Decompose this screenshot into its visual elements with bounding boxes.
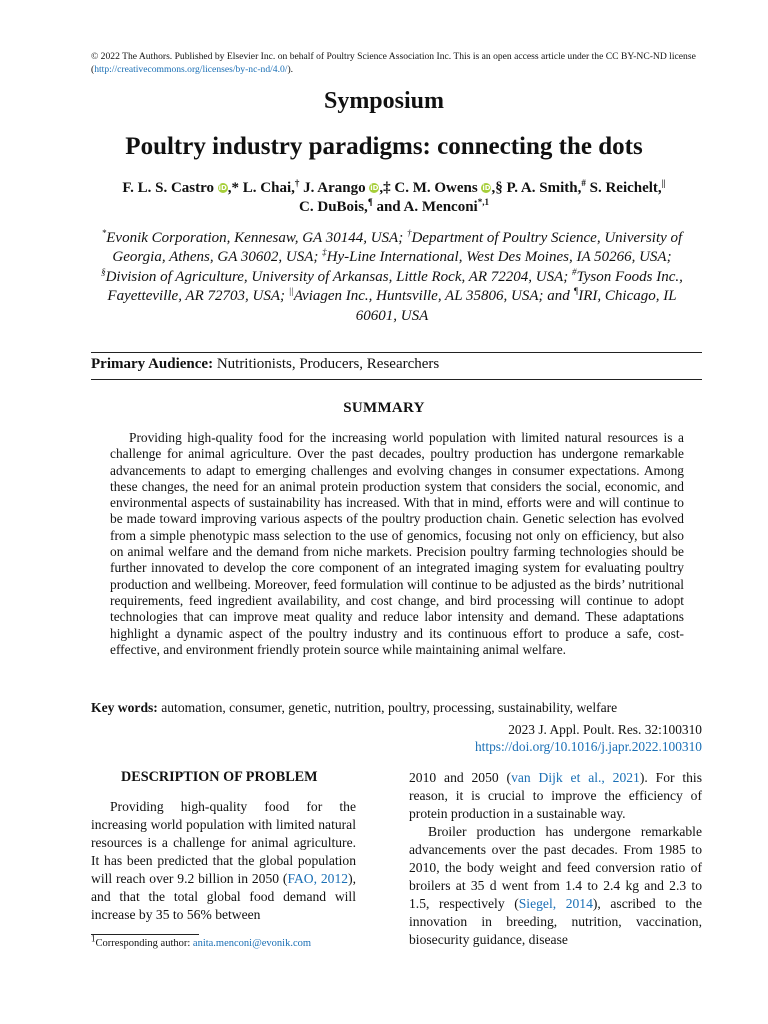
keywords: Key words: automation, consumer, genetic, nutrition, poultry, processing, sustainability, welfare [91, 700, 618, 715]
footnote: 1Corresponding author: anita.menconi@evonik.com [91, 933, 312, 949]
journal-reference: 2023 J. Appl. Poult. Res. 32:100310 [508, 722, 702, 737]
section-heading: DESCRIPTION OF PROBLEM [121, 769, 318, 785]
summary-heading: SUMMARY [343, 400, 425, 416]
orcid-icon[interactable]: iD [370, 184, 379, 192]
author: and A. Menconi [376, 199, 478, 215]
author-list: F. L. S. Castro iD,* L. Chai,† J. Arango iD,‡ C. M. Owens iD,§ P. A. Smith,# S. Reichelt,|| C. DuBois,¶ and A. Menconi$^{*,1}$ [122, 178, 666, 215]
author: L. Chai, [242, 180, 295, 196]
reference-link[interactable]: Siegel, 2014 [518, 896, 593, 911]
article-title: Poultry industry paradigms: connecting the dots [125, 133, 643, 160]
affiliations: *Evonik Corporation, Kennesaw, GA 30144, USA; †Department of Poultry Science, University of Georgia, Athens, GA 30602, USA; ‡Hy-Line International, West Des Moines, IA 50266, USA; §Division of Agriculture, University of Arkansas, Little Rock, AR 72204, USA; #Tyson Foods Inc., Fayetteville, AR 72703, USA; ||Aviagen Inc., Huntsville, AL 35806, USA; and ¶IRI, Chicago, IL 60601, USA [101, 228, 683, 324]
author: C. M. Owens [394, 180, 478, 196]
copyright-notice: © 2022 The Authors. Published by Elsevier Inc. on behalf of Poultry Science Association Inc. This is an open access article under the CC BY-NC-ND license (http://creativecommons.org/licenses/by-nc-nd/4.0/). [91, 51, 696, 75]
body-paragraph: 2010 and 2050 (van Dijk et al., 2021). For this reason, it is crucial to improve the efficiency of protein production in a sustainable way. [409, 770, 702, 821]
orcid-icon[interactable]: iD [482, 184, 491, 192]
author: J. Arango [303, 180, 366, 196]
body-paragraph: Broiler production has undergone remarkable advancements over the past decades. From 1985 to 2010, the body weight and feed conversion ratio of broilers at 35 d went from 1.4 to 2.4 kg and 2.3 to 1.5, respectively (Siegel, 2014), ascribed to the innovation in breeding, nutrition, vaccination, biosecurity guidance, disease [409, 824, 703, 947]
citation [475, 721, 702, 755]
footnote-divider [91, 934, 199, 935]
primary-audience: Primary Audience: Nutritionists, Producers, Researchers [91, 356, 440, 372]
email-link[interactable]: anita.menconi@evonik.com [192, 938, 312, 949]
orcid-icon[interactable]: iD [218, 184, 227, 192]
divider [91, 352, 702, 353]
reference-link[interactable]: van Dijk et al., 2021 [511, 770, 640, 785]
license-link[interactable]: http://creativecommons.org/licenses/by-nc-nd/4.0/ [94, 64, 288, 75]
reference-link[interactable]: FAO, 2012 [287, 871, 349, 886]
divider [91, 379, 702, 380]
body-paragraph: Providing high-quality food for the increasing world population with limited natural resources is a challenge for animal agriculture. It has been predicted that the global population will reach over 9.2 billion in 2050 (FAO, 2012), and that the total global food demand will increase by 35 to 56% between [91, 799, 356, 922]
section-label: Symposium [323, 88, 445, 114]
doi-link[interactable]: https://doi.org/10.1016/j.japr.2022.100310 [474, 739, 702, 754]
author: S. Reichelt, [589, 180, 662, 196]
author: P. A. Smith, [506, 180, 582, 196]
author: C. DuBois, [299, 199, 368, 215]
summary-text: Providing high-quality food for the increasing world population with limited natural resources is a challenge for animal agriculture. Over the past decades, poultry production has undergone remarkable advancements to adapt to emerging challenges and evolving changes in consumer expectations. Among these changes, the need for an animal protein production system that considers the social, economic, and environmental aspects of sustainability has increased. With that in mind, efforts were and will continue to be made toward improving various aspects of the poultry production chain. Genetic selection has evolved from a simple phenotypic mass selection to the use of genomics, focusing not only on efficiency, but also on animal welfare and the demand from niche markets. Precision poultry farming technologies should be further innovated to develop the core component of an integrated imaging system for evaluating poultry production and wellbeing. Moreover, feed formulation will continue to be adjusted as the birds’ nutritional requirements, feed ingredient availability, and cost change, and bird processing will continue to adopt technologies that can improve meat quality and reduce labor intensity and demand. These adaptations highlight a dynamic aspect of the poultry industry and its continuous effort to produce a safe, cost-effective, and environment friendly protein source while maintaining animal welfare. [110, 430, 684, 657]
author: F. L. S. Castro [122, 180, 215, 196]
